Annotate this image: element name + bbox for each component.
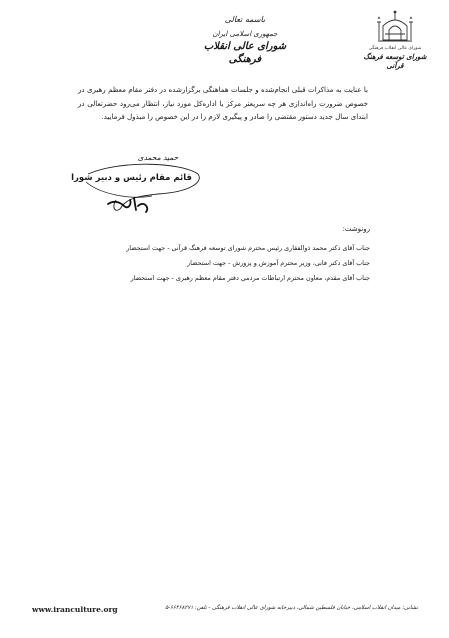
council-name: شورای عالی انقلاب فرهنگی [203,41,287,65]
republic-text: جمهوری اسلامی ایران [212,30,278,38]
bismillah-text: باسمه تعالی [224,15,266,24]
letterhead-emblem-block [362,8,428,70]
footer-website: www.iranculture.org [32,605,118,614]
letter-body: با عنایت به مذاکرات قبلی انجام‌شده و جلسات هماهنگی برگزارشده در دفتر مقام معظم رهبری در خصوص ضرورت راه‌اندازی هر چه سریعتر مرکز یا اداره‌کل مورد نیاز، انتظار می‌رود حضرتعالی در ابتدای سال جدید دستور مقتضی را صادر و پیگیری لازم را در این خصوص را مبذول فرمایید. [78,85,368,121]
footer-address: نشانی: میدان انقلاب اسلامی، خیابان فلسطین شمالی، دبیرخانه شورای عالی انقلاب فرهنگی - تلفن: ۶۶۴۶۸۲۷۱-۵ [165,605,418,611]
cc-item: جناب آقای مقدم، معاون محترم ارتباطات مردمی دفتر مقام معظم رهبری - جهت استحضار [130,274,370,282]
emblem-title: شورای توسعه فرهنگ قرآنی [363,52,427,70]
cc-item: جناب آقای دکتر فانی، وزیر محترم آموزش و پرورش - جهت استحضار [187,259,370,267]
cc-item: جناب آقای دکتر محمد ذوالفقاری رئیس محترم شورای توسعه فرهنگ قرآنی - جهت استحضار [126,244,370,252]
emblem-subtitle: شورای عالی انقلاب فرهنگی [368,46,422,51]
cc-heading: رونوشت: [342,225,370,233]
letterhead-center [190,14,300,66]
cc-list [126,241,370,286]
mosque-emblem-icon [375,8,415,44]
signatory-name: حمید محمدی [137,153,179,162]
signatory-title: قائم مقام رئیس و دبیر شورا [71,173,192,183]
handwritten-signature [71,160,205,220]
